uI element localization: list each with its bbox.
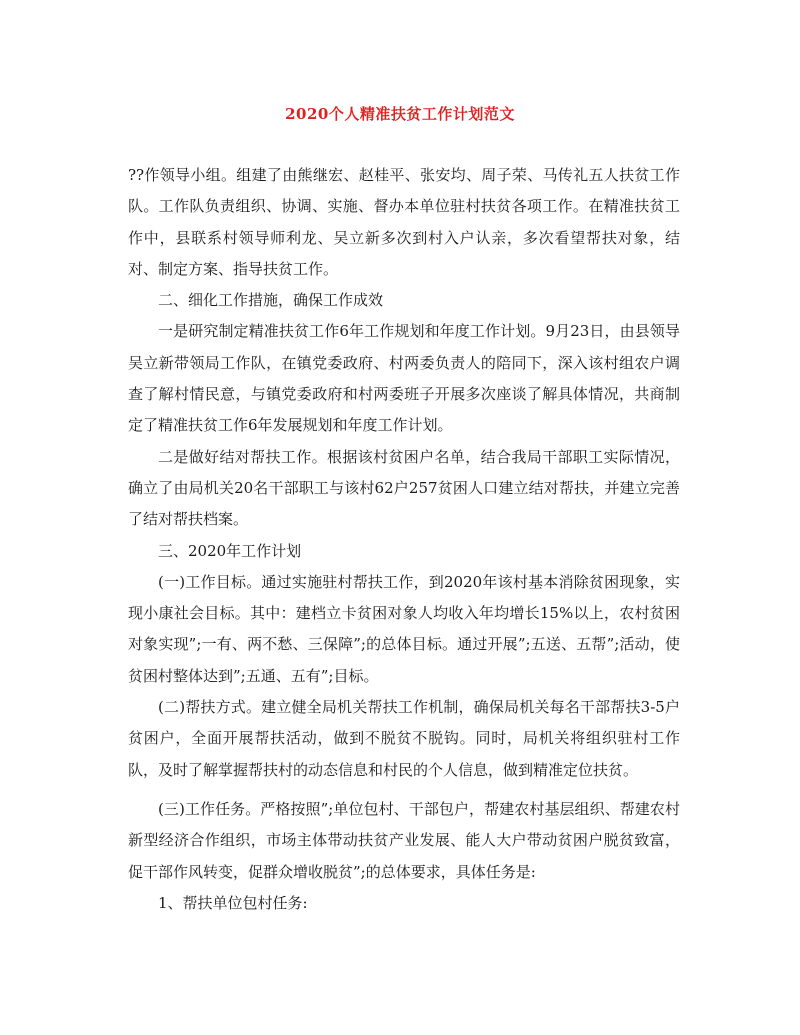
paragraph-work-tasks: (三)工作任务。严格按照”;单位包村、干部包户，帮建农村基层组织、帮建农村新型经济合作组织，市场主体带动扶贫产业发展、能人大户带动贫困户脱贫致富，促干部作风转变，促群众增收脱贫”;的总体要求，具体任务是: — [128, 799, 680, 881]
document-title: 2020个人精准扶贫工作计划范文 — [285, 105, 515, 123]
paragraph-section-two-heading: 二、细化工作措施，确保工作成效 — [158, 291, 384, 310]
paragraph-planning: 一是研究制定精准扶贫工作6年工作规划和年度工作计划。9月23日，由县领导吴立新带领局工作队，在镇党委政府、村两委负责人的陪同下，深入该村组农户调查了解村情民意，与镇党委政府和村两委班子开展多次座谈了解具体情况，共商制定了精准扶贫工作6年发展规划和年度工作计划。 — [128, 322, 680, 435]
paragraph-work-goal: (一)工作目标。通过实施驻村帮扶工作，到2020年该村基本消除贫困现象，实现小康社会目标。其中：建档立卡贫困对象人均收入年均增长15%以上，农村贫困对象实现”;一有、两不愁、三保障”;的总体目标。通过开展”;五送、五帮”;活动，使贫困村整体达到”;五通、五有”;目标。 — [128, 572, 680, 685]
paragraph-task-one: 1、帮扶单位包村任务: — [158, 893, 308, 912]
paragraph-pairing: 二是做好结对帮扶工作。根据该村贫困户名单，结合我局干部职工实际情况，确立了由局机关20名干部职工与该村62户257贫困人口建立结对帮扶，并建立完善了结对帮扶档案。 — [128, 447, 680, 529]
paragraph-work-team: ??作领导小组。组建了由熊继宏、赵桂平、张安均、周子荣、马传礼五人扶贫工作队。工作队负责组织、协调、实施、督办本单位驻村扶贫各项工作。在精准扶贫工作中，县联系村领导师利龙、吴立新多次到村入户认亲，多次看望帮扶对象，结对、制定方案、指导扶贫工作。 — [128, 166, 680, 278]
paragraph-section-three-heading: 三、2020年工作计划 — [158, 541, 302, 560]
paragraph-assistance-method: (二)帮扶方式。建立健全局机关帮扶工作机制，确保局机关每名干部帮扶3-5户贫困户，全面开展帮扶活动，做到不脱贫不脱钩。同时，局机关将组织驻村工作队，及时了解掌握帮扶村的动态信息和村民的个人信息，做到精准定位扶贫。 — [128, 698, 680, 779]
document-body — [128, 160, 680, 919]
